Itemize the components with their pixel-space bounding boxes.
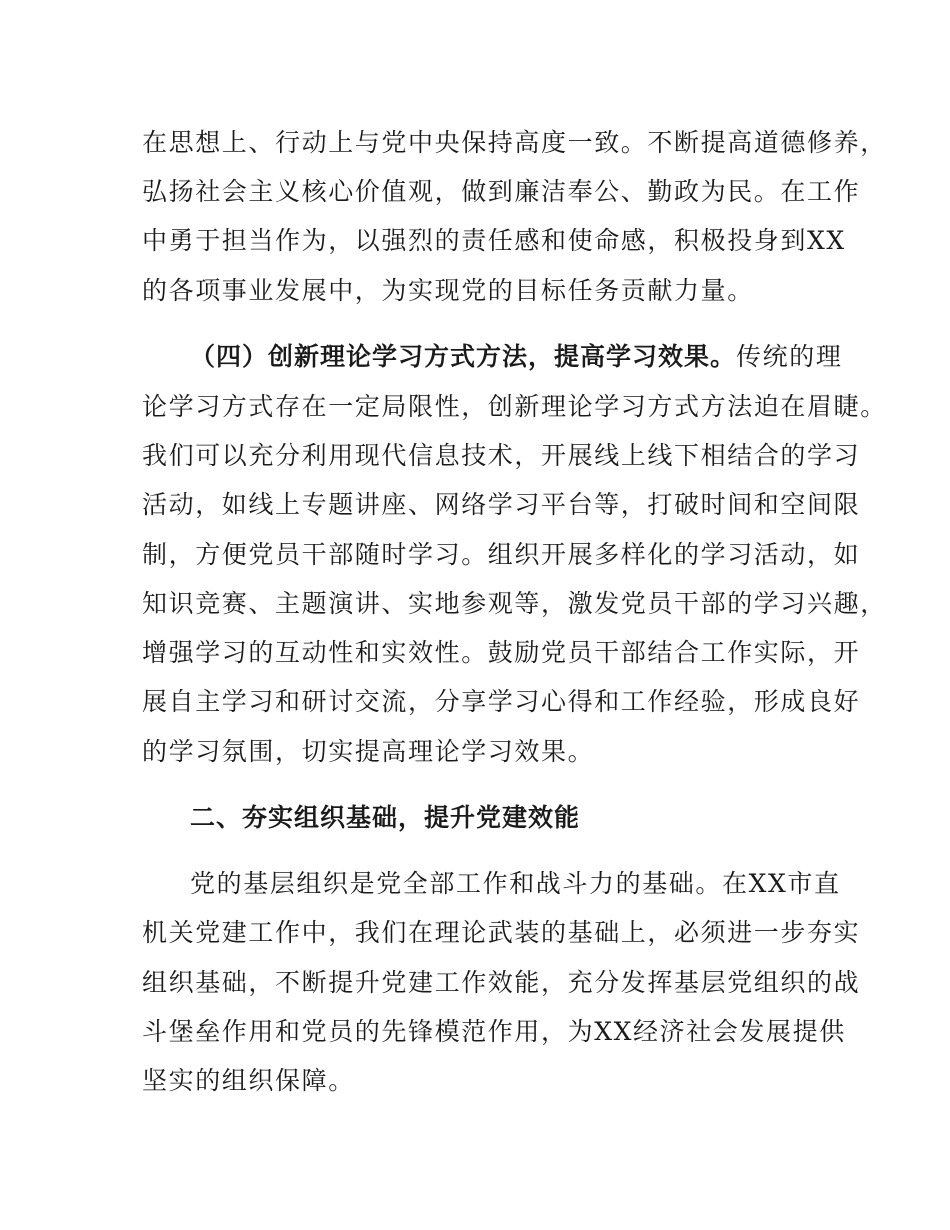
- paragraph-line: 论学习方式存在一定局限性，创新理论学习方式方法迫在眉睫。: [142, 392, 887, 421]
- paragraph-line: 在思想上、行动上与党中央保持高度一致。不断提高道德修养，: [142, 128, 887, 157]
- paragraph-line: 知识竞赛、主题演讲、实地参观等，激发党员干部的学习兴趣，: [142, 589, 887, 618]
- paragraph-line: 中勇于担当作为，以强烈的责任感和使命感，积极投身到XX: [142, 226, 846, 255]
- paragraph-line: 坚实的组织保障。: [142, 1066, 355, 1095]
- paragraph-line: 增强学习的互动性和实效性。鼓励党员干部结合工作实际，开: [142, 638, 861, 667]
- paragraph-line: 斗堡垒作用和党员的先锋模范作用，为XX经济社会发展提供: [142, 1017, 846, 1046]
- subsection-heading: （四）创新理论学习方式方法，提高学习效果。: [190, 342, 737, 371]
- paragraph-line: 制，方便党员干部随时学习。组织开展多样化的学习活动，如: [142, 540, 861, 569]
- paragraph-line: 机关党建工作中，我们在理论武装的基础上，必须进一步夯实: [142, 918, 861, 947]
- paragraph-line: 的学习氛围，切实提高理论学习效果。: [142, 737, 595, 766]
- section-heading: 二、夯实组织基础，提升党建效能: [190, 803, 581, 832]
- paragraph-text: 传统的理: [736, 342, 843, 371]
- paragraph-line: 弘扬社会主义核心价值观，做到廉洁奉公、勤政为民。在工作: [142, 177, 861, 206]
- paragraph-line: 我们可以充分利用现代信息技术，开展线上线下相结合的学习: [142, 441, 861, 470]
- paragraph-line: 活动，如线上专题讲座、网络学习平台等，打破时间和空间限: [142, 490, 861, 519]
- subsection-heading-line: [190, 342, 842, 372]
- paragraph-line: 组织基础，不断提升党建工作效能，充分发挥基层党组织的战: [142, 968, 861, 997]
- paragraph-line: 党的基层组织是党全部工作和战斗力的基础。在XX市直: [190, 869, 841, 898]
- paragraph-line: 展自主学习和研讨交流，分享学习心得和工作经验，形成良好: [142, 687, 861, 716]
- paragraph-line: 的各项事业发展中，为实现党的目标任务贡献力量。: [142, 276, 754, 305]
